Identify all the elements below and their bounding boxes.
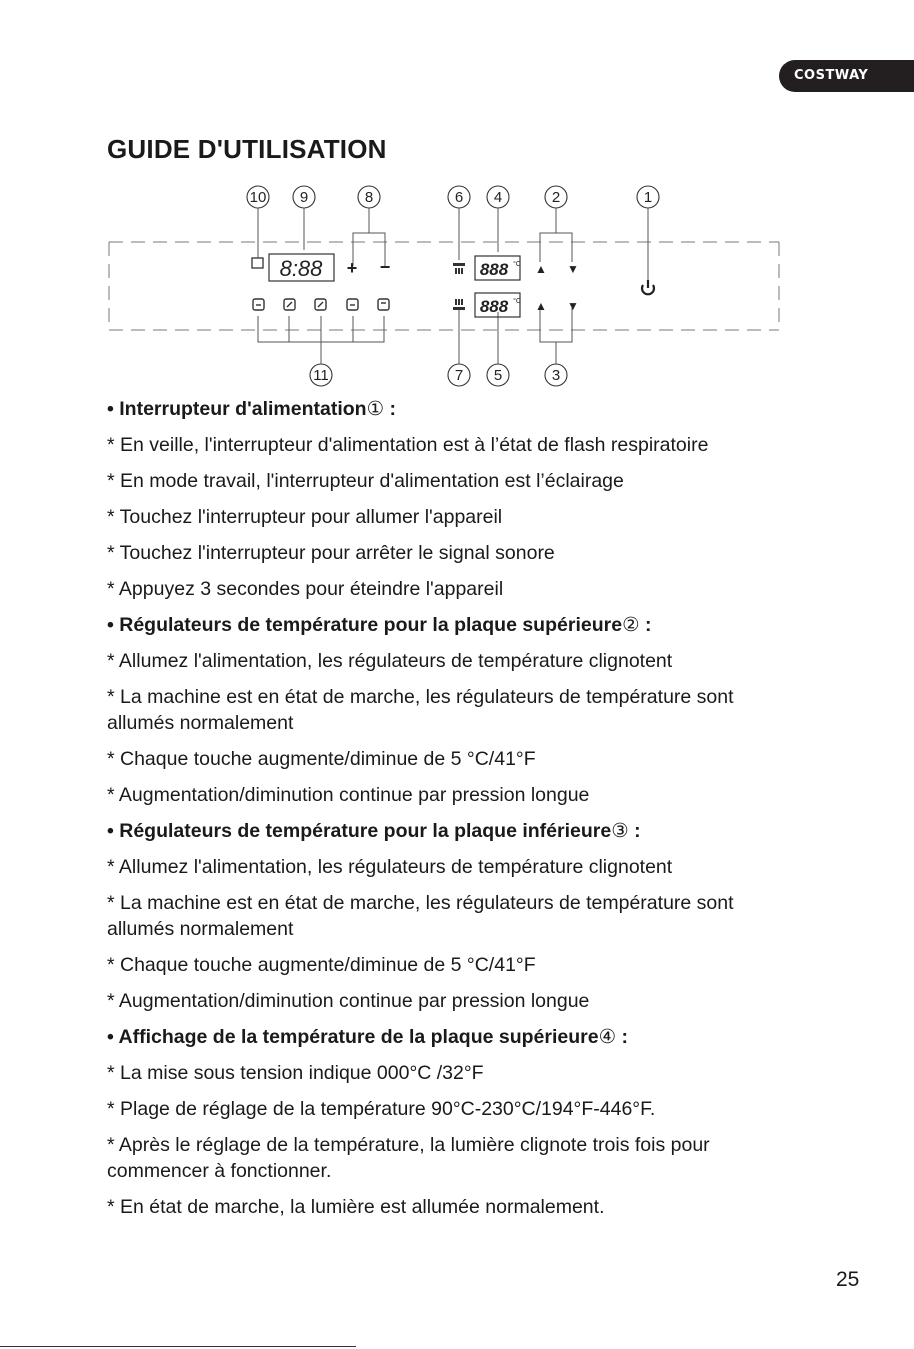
lower-temp-unit: °C (513, 298, 521, 305)
brand-logo: COSTWAY (779, 60, 914, 92)
list-item: * Allumez l'alimentation, les régulateurs de température clignotent (107, 856, 673, 878)
section-upper-regulators-heading: • Régulateurs de température pour la plaque supérieure② : (107, 614, 652, 636)
lower-temp-display: 888 (479, 297, 509, 316)
lower-up-button[interactable]: ▲ (535, 299, 547, 313)
list-item: * Chaque touche augmente/diminue de 5 °C/41°F (107, 748, 536, 770)
list-item: * La machine est en état de marche, les régulateurs de température sont allumés normalement (107, 686, 734, 734)
list-item: * Allumez l'alimentation, les régulateurs de température clignotent (107, 650, 673, 672)
instructions (107, 396, 797, 1230)
callout-9: 9 (299, 189, 309, 206)
list-item: * La mise sous tension indique 000°C /32°F (107, 1062, 484, 1084)
preset-icon-5 (378, 299, 389, 310)
preset-icons[interactable] (253, 299, 389, 310)
upper-plate-icon (453, 263, 465, 274)
list-item: * En veille, l'interrupteur d'alimentation est à l’état de flash respiratoire (107, 434, 709, 456)
callout-3: 3 (551, 367, 561, 384)
lower-plate-icon (453, 299, 465, 310)
list-item: * Chaque touche augmente/diminue de 5 °C/41°F (107, 954, 536, 976)
list-item: * Après le réglage de la température, la lumière clignote trois fois pour commencer à fonctionner. (107, 1134, 710, 1182)
minus-button[interactable]: − (379, 257, 391, 277)
callout-11: 11 (313, 367, 329, 384)
list-item: * Touchez l'interrupteur pour arrêter le signal sonore (107, 542, 555, 564)
upper-temp-unit: °C (513, 261, 521, 268)
lower-down-button[interactable]: ▼ (567, 299, 579, 313)
section-lower-regulators-heading: • Régulateurs de température pour la plaque inférieure③ : (107, 820, 641, 842)
time-display: 8:88 (279, 256, 323, 281)
upper-down-button[interactable]: ▼ (567, 262, 579, 276)
callout-4: 4 (493, 189, 503, 206)
panel-outline (109, 242, 779, 330)
list-item: * En état de marche, la lumière est allumée normalement. (107, 1196, 605, 1218)
list-item: * Touchez l'interrupteur pour allumer l'appareil (107, 506, 503, 528)
callout-8: 8 (364, 189, 374, 206)
callout-5: 5 (493, 367, 503, 384)
list-item: * Augmentation/diminution continue par pression longue (107, 990, 590, 1012)
list-item: * En mode travail, l'interrupteur d'alimentation est l’éclairage (107, 470, 624, 492)
plus-button[interactable]: + (346, 258, 358, 278)
callout-6: 6 (454, 189, 464, 206)
list-item: * La machine est en état de marche, les régulateurs de température sont allumés normalement (107, 892, 734, 940)
clock-icon[interactable] (252, 258, 263, 268)
list-item: * Appuyez 3 secondes pour éteindre l'appareil (107, 578, 504, 600)
list-item: * Plage de réglage de la température 90°C-230°C/194°F-446°F. (107, 1098, 656, 1120)
section-power-heading: • Interrupteur d'alimentation① : (107, 398, 396, 420)
upper-up-button[interactable]: ▲ (535, 262, 547, 276)
callout-7: 7 (454, 367, 464, 384)
page-title: GUIDE D'UTILISATION (107, 134, 387, 164)
list-item: * Augmentation/diminution continue par pression longue (107, 784, 590, 806)
section-upper-display-heading: • Affichage de la température de la plaque supérieure④ : (107, 1026, 629, 1048)
page-number: 25 (836, 1268, 860, 1291)
callout-2: 2 (551, 189, 561, 206)
callout-10: 10 (249, 189, 267, 206)
footer-rule (0, 1346, 356, 1347)
power-icon[interactable] (642, 280, 654, 294)
upper-temp-display: 888 (479, 260, 509, 279)
callout-1: 1 (643, 189, 653, 206)
control-panel-diagram (107, 180, 797, 392)
